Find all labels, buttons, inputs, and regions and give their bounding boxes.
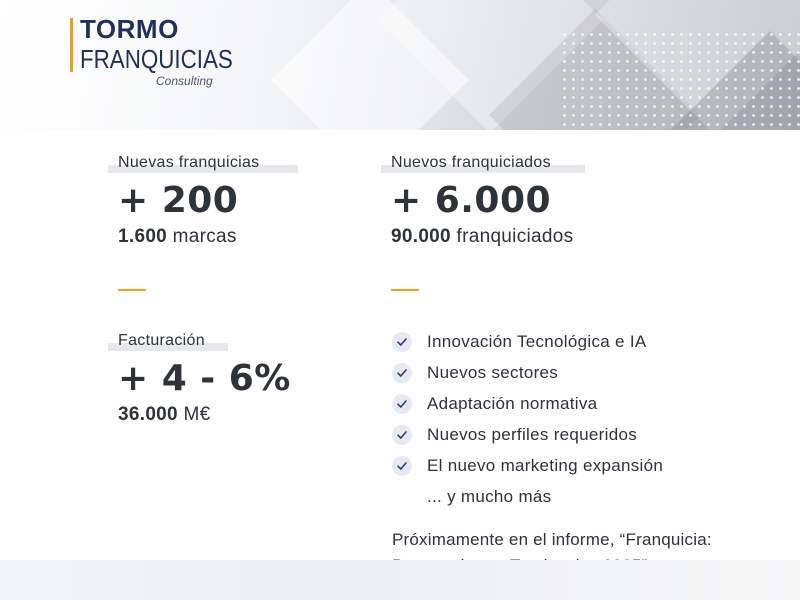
stat-label-wrap — [108, 330, 228, 351]
check-icon — [392, 394, 412, 414]
stat-label-wrap — [108, 152, 298, 173]
logo-text-consulting: Consulting — [156, 74, 213, 88]
header-banner — [0, 0, 800, 130]
logo-text-franquicias: FRANQUICIAS — [80, 44, 233, 74]
accent-divider — [391, 289, 419, 291]
tormo-franquicias-logo — [70, 14, 233, 94]
stat-subvalue-bold: 90.000 — [391, 226, 451, 247]
stat-subvalue-bold: 1.600 — [118, 226, 168, 247]
report-announcement-line: Próximamente en el informe, “Franquicia: — [392, 530, 712, 549]
accent-divider — [118, 289, 146, 291]
banner-dot-pattern — [560, 30, 800, 130]
stat-subvalue — [391, 225, 585, 249]
check-icon — [392, 456, 412, 476]
list-item-label: Innovación Tecnológica e IA — [427, 331, 647, 351]
list-item-label: Nuevos perfiles requeridos — [427, 424, 638, 444]
stat-subvalue-unit: marcas — [167, 226, 237, 247]
list-item — [392, 326, 663, 357]
bottom-background-band — [0, 560, 800, 600]
stat-value: + 6.000 — [391, 180, 552, 221]
stat-label: Facturación — [118, 332, 205, 349]
stat-label-wrap — [381, 152, 585, 173]
stat-subvalue — [118, 403, 291, 427]
check-icon — [392, 425, 412, 445]
check-icon — [392, 363, 412, 383]
list-item — [392, 419, 663, 450]
stat-subvalue-unit: M€ — [177, 404, 211, 425]
logo-accent-bar — [70, 18, 73, 72]
stat-label: Nuevas franquicias — [118, 154, 260, 171]
stat-subvalue-bold: 36.000 — [118, 404, 178, 425]
list-item-label: Nuevos sectores — [427, 362, 559, 382]
stat-label: Nuevos franquiciados — [391, 154, 551, 171]
stat-facturacion — [108, 330, 291, 427]
check-icon — [392, 332, 412, 352]
stat-nuevos-franquiciados — [381, 152, 585, 291]
trends-checklist — [392, 326, 663, 512]
list-item-more: ... y mucho más — [427, 486, 552, 506]
stat-subvalue-unit: franquiciados — [450, 226, 574, 247]
list-item-label: El nuevo marketing expansión — [427, 455, 664, 475]
stat-subvalue — [118, 225, 298, 249]
list-item — [392, 450, 663, 481]
stat-nuevas-franquicias — [108, 152, 298, 291]
list-item — [392, 357, 663, 388]
stat-value: + 4 - 6% — [118, 358, 291, 399]
list-item-label: Adaptación normativa — [427, 393, 598, 413]
stat-value: + 200 — [118, 180, 239, 221]
list-item — [392, 388, 663, 419]
logo-text-tormo: TORMO — [80, 14, 179, 44]
